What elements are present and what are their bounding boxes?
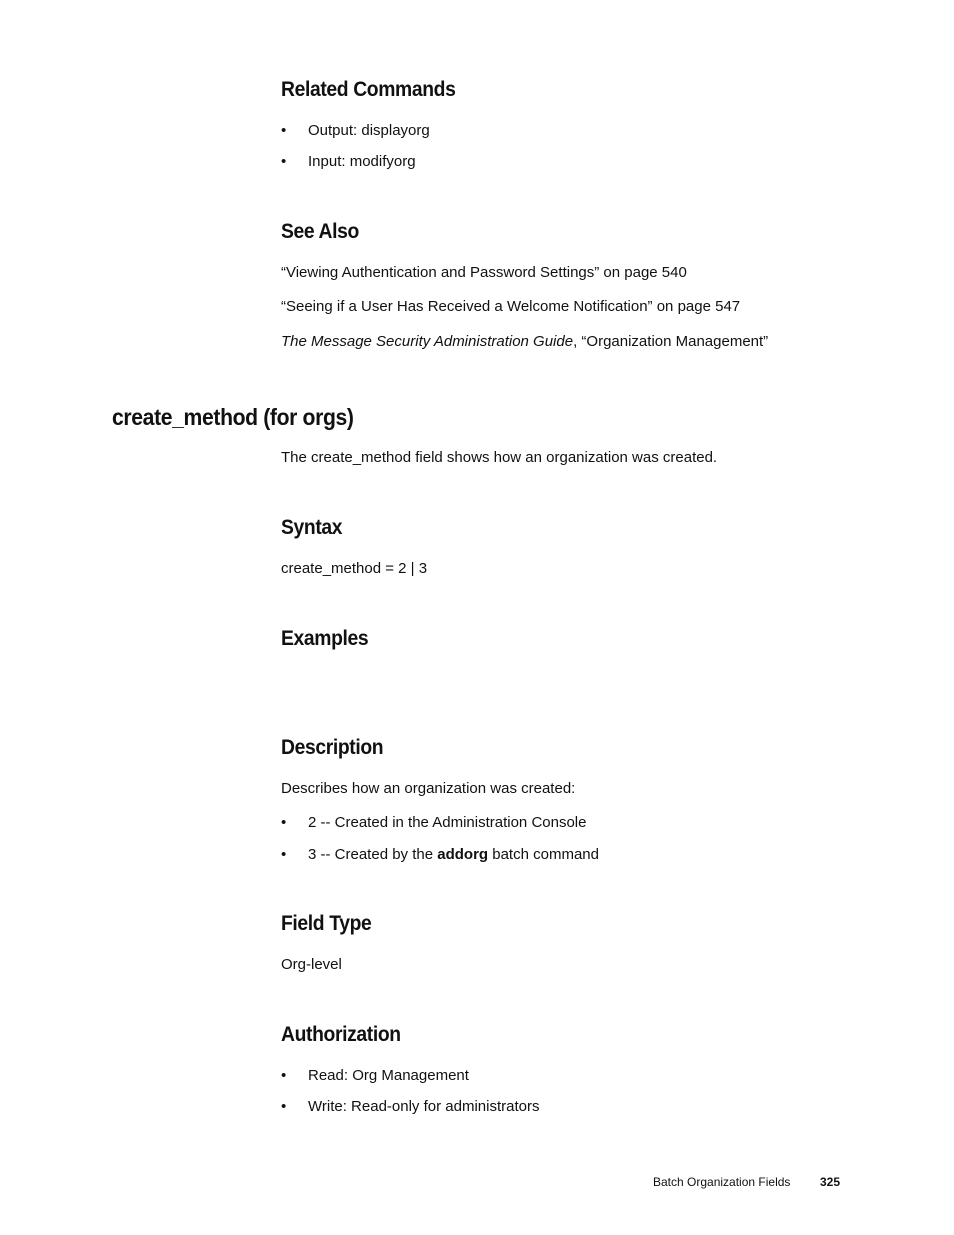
- description-text: Describes how an organization was created:: [281, 780, 576, 797]
- footer-chapter: Batch Organization Fields: [653, 1175, 791, 1189]
- examples-heading: Examples: [281, 627, 369, 650]
- guide-chapter: , “Organization Management”: [573, 333, 769, 350]
- field-type-heading: Field Type: [281, 912, 372, 935]
- bullet-icon: •: [281, 1067, 287, 1084]
- guide-title: The Message Security Administration Guide: [281, 333, 574, 350]
- field-type-text: Org-level: [281, 956, 342, 973]
- see-also-link-authentication[interactable]: “Viewing Authentication and Password Settings” on page 540: [281, 264, 687, 281]
- section-title: create_method (for orgs): [112, 404, 354, 430]
- related-command-item: Input: modifyorg: [308, 153, 416, 170]
- description-item: 2 -- Created in the Administration Console: [308, 814, 587, 831]
- description-heading: Description: [281, 736, 384, 759]
- bullet-icon: •: [281, 814, 287, 831]
- section-intro: The create_method field shows how an organization was created.: [281, 449, 718, 466]
- see-also-link-welcome-notification[interactable]: “Seeing if a User Has Received a Welcome Notification” on page 547: [281, 298, 741, 315]
- description-item-text: batch command: [488, 846, 599, 863]
- page-number: 325: [820, 1175, 841, 1189]
- authorization-item: Read: Org Management: [308, 1067, 469, 1084]
- see-also-guide-reference: [281, 333, 768, 351]
- syntax-heading: Syntax: [281, 516, 343, 539]
- bullet-icon: •: [281, 122, 287, 139]
- syntax-text: create_method = 2 | 3: [281, 560, 428, 577]
- description-item: [308, 846, 599, 864]
- command-name: addorg: [437, 846, 489, 863]
- related-commands-heading: Related Commands: [281, 78, 456, 101]
- related-command-item: Output: displayorg: [308, 122, 430, 139]
- bullet-icon: •: [281, 153, 287, 170]
- bullet-icon: •: [281, 846, 287, 863]
- see-also-heading: See Also: [281, 220, 359, 243]
- authorization-item: Write: Read-only for administrators: [308, 1098, 540, 1115]
- bullet-icon: •: [281, 1098, 287, 1115]
- authorization-heading: Authorization: [281, 1023, 401, 1046]
- description-item-text: 3 -- Created by the: [308, 846, 438, 863]
